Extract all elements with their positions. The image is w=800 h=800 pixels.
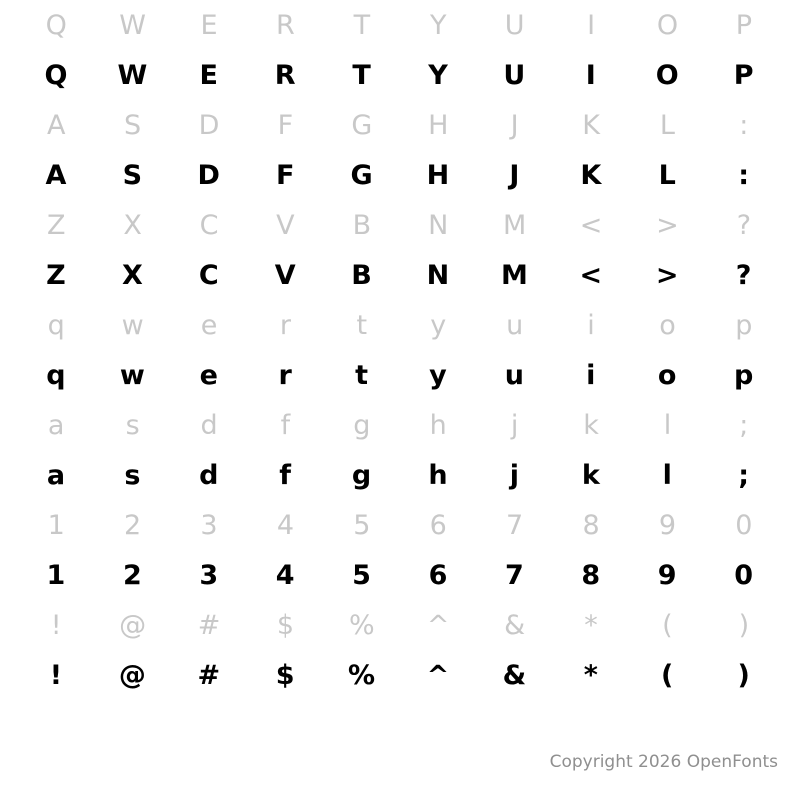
specimen-glyph: S — [122, 159, 143, 191]
specimen-glyph: @ — [118, 659, 147, 691]
reference-glyph: B — [352, 209, 372, 241]
specimen-glyph: 9 — [657, 559, 678, 591]
specimen-glyph: E — [199, 59, 219, 91]
specimen-glyph: W — [117, 59, 148, 91]
reference-glyph: 7 — [506, 509, 524, 541]
specimen-glyph: L — [658, 159, 677, 191]
specimen-glyph: ( — [661, 659, 674, 691]
specimen-glyph-row — [18, 650, 782, 700]
reference-glyph: t — [356, 309, 368, 341]
reference-glyph: g — [353, 409, 371, 441]
reference-glyph: l — [663, 409, 672, 441]
specimen-glyph: e — [199, 359, 219, 391]
specimen-glyph: ? — [735, 259, 752, 291]
specimen-glyph-row — [18, 550, 782, 600]
specimen-glyph-row — [18, 250, 782, 300]
specimen-glyph: k — [581, 459, 601, 491]
specimen-glyph: A — [45, 159, 67, 191]
reference-glyph: & — [504, 609, 526, 641]
specimen-glyph: t — [355, 359, 369, 391]
specimen-glyph: : — [738, 159, 750, 191]
reference-glyph: I — [587, 9, 596, 41]
reference-glyph: R — [276, 9, 295, 41]
specimen-glyph-row — [18, 350, 782, 400]
specimen-glyph: K — [580, 159, 602, 191]
specimen-glyph: B — [351, 259, 373, 291]
specimen-glyph: Y — [428, 59, 449, 91]
specimen-glyph: d — [199, 459, 219, 491]
reference-glyph: E — [200, 9, 218, 41]
specimen-glyph: 5 — [352, 559, 372, 591]
copyright-notice: Copyright 2026 OpenFonts — [549, 752, 778, 772]
specimen-glyph: g — [351, 459, 372, 491]
specimen-glyph: 8 — [581, 559, 601, 591]
specimen-glyph: a — [46, 459, 66, 491]
specimen-glyph: o — [657, 359, 677, 391]
reference-glyph: u — [506, 309, 524, 341]
reference-glyph-row — [18, 400, 782, 450]
reference-glyph: : — [739, 109, 749, 141]
reference-glyph: W — [119, 9, 146, 41]
specimen-glyph: s — [124, 459, 141, 491]
specimen-glyph: * — [583, 659, 599, 691]
reference-glyph: s — [125, 409, 140, 441]
reference-glyph: D — [198, 109, 220, 141]
reference-glyph: 4 — [276, 509, 295, 541]
specimen-glyph: l — [662, 459, 673, 491]
reference-glyph: ^ — [426, 609, 450, 641]
reference-glyph: k — [583, 409, 599, 441]
specimen-glyph: < — [579, 259, 603, 291]
reference-glyph: O — [656, 9, 679, 41]
reference-glyph: ; — [739, 409, 749, 441]
specimen-glyph: 1 — [46, 559, 66, 591]
specimen-glyph: # — [197, 659, 221, 691]
specimen-glyph: J — [509, 159, 520, 191]
specimen-glyph: $ — [275, 659, 296, 691]
specimen-glyph: M — [500, 259, 529, 291]
reference-glyph: N — [428, 209, 449, 241]
reference-glyph-row — [18, 300, 782, 350]
specimen-glyph: O — [655, 59, 680, 91]
specimen-glyph: ! — [49, 659, 63, 691]
specimen-glyph: w — [119, 359, 146, 391]
reference-glyph: G — [351, 109, 373, 141]
reference-glyph: ( — [662, 609, 673, 641]
specimen-glyph: 3 — [199, 559, 219, 591]
specimen-glyph: 2 — [122, 559, 143, 591]
specimen-glyph: R — [274, 59, 297, 91]
reference-glyph: S — [124, 109, 142, 141]
reference-glyph: 1 — [47, 509, 65, 541]
specimen-glyph-row — [18, 450, 782, 500]
reference-glyph: j — [510, 409, 519, 441]
reference-glyph: L — [659, 109, 675, 141]
specimen-glyph: ) — [737, 659, 751, 691]
specimen-glyph: Q — [44, 59, 68, 91]
specimen-glyph: 6 — [428, 559, 448, 591]
reference-glyph: % — [349, 609, 375, 641]
specimen-glyph: 4 — [275, 559, 296, 591]
reference-glyph: F — [277, 109, 294, 141]
specimen-glyph: f — [279, 459, 292, 491]
specimen-glyph: > — [655, 259, 680, 291]
reference-glyph-row — [18, 200, 782, 250]
reference-glyph: f — [280, 409, 291, 441]
specimen-glyph: N — [426, 259, 450, 291]
reference-glyph: h — [429, 409, 447, 441]
reference-glyph: 3 — [200, 509, 218, 541]
specimen-glyph: D — [197, 159, 221, 191]
specimen-glyph: T — [352, 59, 372, 91]
reference-glyph: * — [584, 609, 598, 641]
specimen-glyph: ; — [738, 459, 750, 491]
reference-glyph: 9 — [658, 509, 677, 541]
reference-glyph: ! — [50, 609, 62, 641]
specimen-glyph: P — [733, 59, 754, 91]
specimen-glyph: j — [509, 459, 520, 491]
reference-glyph: ? — [736, 209, 752, 241]
specimen-glyph: r — [278, 359, 293, 391]
reference-glyph: Q — [45, 9, 67, 41]
specimen-glyph: C — [198, 259, 220, 291]
specimen-glyph: F — [275, 159, 295, 191]
reference-glyph: r — [279, 309, 291, 341]
specimen-glyph: % — [348, 659, 376, 691]
reference-glyph: w — [121, 309, 144, 341]
reference-glyph: > — [656, 209, 679, 241]
reference-glyph: C — [199, 209, 219, 241]
reference-glyph: T — [353, 9, 371, 41]
specimen-glyph: u — [504, 359, 525, 391]
specimen-glyph: i — [586, 359, 596, 391]
specimen-glyph: Z — [46, 259, 67, 291]
specimen-glyph: X — [121, 259, 144, 291]
specimen-glyph: q — [46, 359, 67, 391]
reference-glyph: # — [197, 609, 221, 641]
specimen-glyph: p — [733, 359, 754, 391]
reference-glyph: < — [579, 209, 603, 241]
specimen-glyph: 0 — [734, 559, 754, 591]
reference-glyph: X — [123, 209, 142, 241]
reference-glyph: Z — [46, 209, 66, 241]
reference-glyph: 0 — [735, 509, 753, 541]
reference-glyph: ) — [738, 609, 750, 641]
reference-glyph: U — [504, 9, 525, 41]
reference-glyph: Y — [429, 9, 447, 41]
reference-glyph: i — [587, 309, 595, 341]
reference-glyph-row — [18, 0, 782, 50]
reference-glyph-row — [18, 500, 782, 550]
reference-glyph: $ — [276, 609, 295, 641]
reference-glyph: q — [47, 309, 65, 341]
reference-glyph: 6 — [429, 509, 447, 541]
specimen-glyph: & — [502, 659, 527, 691]
reference-glyph: 8 — [582, 509, 600, 541]
specimen-glyph-row — [18, 150, 782, 200]
reference-glyph: J — [510, 109, 519, 141]
reference-glyph: p — [735, 309, 753, 341]
reference-glyph: A — [46, 109, 66, 141]
reference-glyph: M — [502, 209, 527, 241]
reference-glyph-row — [18, 100, 782, 150]
reference-glyph: K — [582, 109, 600, 141]
specimen-glyph: U — [503, 59, 526, 91]
specimen-glyph: y — [429, 359, 448, 391]
reference-glyph-row — [18, 600, 782, 650]
specimen-glyph: h — [428, 459, 449, 491]
specimen-glyph: V — [274, 259, 297, 291]
specimen-glyph: I — [585, 59, 597, 91]
reference-glyph: y — [430, 309, 447, 341]
specimen-glyph: G — [350, 159, 374, 191]
reference-glyph: V — [276, 209, 295, 241]
reference-glyph: P — [735, 9, 752, 41]
specimen-glyph: 7 — [504, 559, 525, 591]
reference-glyph: e — [200, 309, 218, 341]
reference-glyph: o — [659, 309, 676, 341]
reference-glyph: @ — [119, 609, 147, 641]
reference-glyph: 5 — [353, 509, 371, 541]
reference-glyph: 2 — [124, 509, 142, 541]
specimen-glyph: ^ — [426, 659, 450, 691]
specimen-glyph: H — [426, 159, 450, 191]
specimen-glyph-row — [18, 50, 782, 100]
reference-glyph: H — [428, 109, 449, 141]
reference-glyph: a — [47, 409, 65, 441]
reference-glyph: d — [200, 409, 218, 441]
